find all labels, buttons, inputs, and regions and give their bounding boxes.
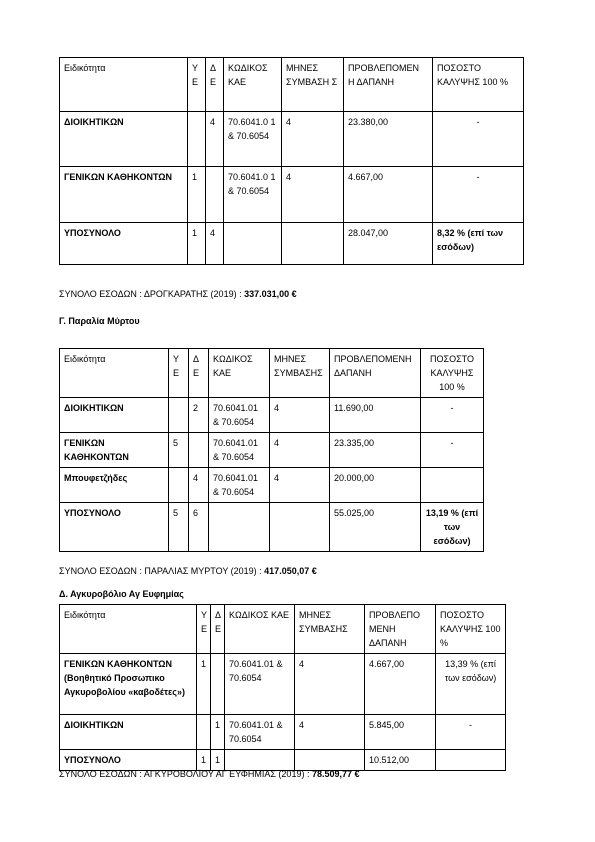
- header-months: ΜΗΝΕΣ ΣΥΜΒΑΣΗΣ: [295, 605, 365, 654]
- cell-expense: 20.000,00: [330, 468, 421, 503]
- section-heading-agia-efimia: Δ. Αγκυροβόλιο Αγ Ευφημίας: [59, 589, 184, 599]
- cell-specialty: ΔΙΟΙΚΗΤΙΚΩΝ: [60, 715, 197, 750]
- cell-ye: [169, 468, 189, 503]
- cell-coverage: -: [433, 167, 524, 223]
- table-header-row: [60, 349, 484, 398]
- table-row: [60, 398, 484, 433]
- cell-expense: 28.047,00: [344, 223, 433, 265]
- staffing-table-agia-efimia: [59, 604, 506, 771]
- cell-months: 4: [270, 468, 330, 503]
- cell-specialty: ΓΕΝΙΚΩΝ ΚΑΘΗΚΟΝΤΩΝ (Βοηθητικό Προσωπικο Αγκυροβολίου «καβοδέτες»): [60, 654, 197, 715]
- header-months: ΜΗΝΕΣ ΣΥΜΒΑΣΗΣ: [270, 349, 330, 398]
- cell-kae: 70.6041.0 1 & 70.6054: [224, 167, 282, 223]
- table-row: [60, 433, 484, 468]
- subtotal-row: [60, 503, 484, 552]
- total-label: ΣΥΝΟΛΟ ΕΣΟΔΩΝ : ΔΡΟΓΚΑΡΑΤΗΣ (2019) :: [59, 289, 245, 299]
- cell-expense: 4.667,00: [365, 654, 436, 715]
- cell-kae: 70.6041.0 1 & 70.6054: [224, 112, 282, 167]
- total-amount: 417.050,07 €: [264, 566, 317, 576]
- table-row: [60, 112, 524, 167]
- cell-ye: 1: [188, 223, 206, 265]
- total-revenue-drogkarati: [59, 289, 297, 299]
- cell-specialty: ΥΠΟΣΥΝΟΛΟ: [60, 503, 169, 552]
- cell-kae: 70.6041.01 & 70.6054: [209, 398, 270, 433]
- cell-ye: 1: [197, 654, 211, 715]
- cell-coverage: [436, 750, 506, 771]
- header-coverage: ΠΟΣΟΣΤΟ ΚΑΛΥΨΗΣ 100 %: [433, 58, 524, 112]
- cell-ye: 5: [169, 433, 189, 468]
- subtotal-row: [60, 750, 506, 771]
- cell-kae: [224, 223, 282, 265]
- cell-expense: 5.845,00: [365, 715, 436, 750]
- cell-de: 4: [206, 223, 224, 265]
- cell-de: [211, 654, 225, 715]
- staffing-table-drogkarati: [59, 57, 524, 265]
- cell-expense: 23.335,00: [330, 433, 421, 468]
- cell-kae: 70.6041.01 & 70.6054: [225, 715, 295, 750]
- total-amount: 337.031,00 €: [244, 289, 297, 299]
- total-amount: 78.509,77 €: [311, 769, 360, 779]
- header-expense: ΠΡΟΒΛΕΠΟ ΜΕΝΗ ΔΑΠΑΝΗ: [365, 605, 436, 654]
- table-row: [60, 715, 506, 750]
- header-kae: ΚΩΔΙΚΟΣ ΚΑΕ: [209, 349, 270, 398]
- cell-de: 4: [206, 112, 224, 167]
- table-header-row: [60, 605, 506, 654]
- cell-ye: 1: [188, 167, 206, 223]
- header-de: ΔΕ: [189, 349, 209, 398]
- cell-months: 4: [295, 654, 365, 715]
- cell-de: [206, 167, 224, 223]
- cell-months: [282, 223, 344, 265]
- header-de: Δ Ε: [211, 605, 225, 654]
- header-months: ΜΗΝΕΣ ΣΥΜΒΑΣΗ Σ: [282, 58, 344, 112]
- total-label: ΣΥΝΟΛΟ ΕΣΟΔΩΝ : ΠΑΡΑΛΙΑΣ ΜΥΡΤΟΥ (2019) :: [59, 566, 265, 576]
- total-revenue-agia-efimia: [59, 769, 360, 779]
- table-row: [60, 167, 524, 223]
- cell-ye: 1: [197, 750, 211, 771]
- cell-expense: 55.025,00: [330, 503, 421, 552]
- cell-ye: [188, 112, 206, 167]
- header-expense: ΠΡΟΒΛΕΠΟΜΕΝΗ ΔΑΠΑΝΗ: [330, 349, 421, 398]
- header-kae: ΚΩΔΙΚΟΣ ΚΑΕ: [224, 58, 282, 112]
- cell-kae: 70.6041.01 & 70.6054: [209, 433, 270, 468]
- cell-months: 4: [282, 112, 344, 167]
- header-specialty: Ειδικότητα: [60, 349, 169, 398]
- cell-coverage: 13,39 % (επί των εσόδων): [436, 654, 506, 715]
- cell-kae: [209, 503, 270, 552]
- cell-months: 4: [295, 715, 365, 750]
- cell-expense: 23.380,00: [344, 112, 433, 167]
- cell-expense: 11.690,00: [330, 398, 421, 433]
- cell-de: 2: [189, 398, 209, 433]
- total-revenue-myrtos: [59, 566, 317, 576]
- cell-ye: 5: [169, 503, 189, 552]
- cell-kae: [225, 750, 295, 771]
- cell-expense: 10.512,00: [365, 750, 436, 771]
- cell-de: 4: [189, 468, 209, 503]
- header-ye: Υ Ε: [188, 58, 206, 112]
- header-coverage: ΠΟΣΟΣΤΟ ΚΑΛΥΨΗΣ 100 %: [421, 349, 484, 398]
- cell-specialty: ΥΠΟΣΥΝΟΛΟ: [60, 223, 188, 265]
- staffing-table-myrtos: [59, 348, 484, 552]
- total-label: ΣΥΝΟΛΟ ΕΣΟΔΩΝ : ΑΓΚΥΡΟΒΟΛΙΟΥ ΑΓ ΕΥΦΗΜΙΑΣ (2019) :: [59, 769, 312, 779]
- cell-expense: 4.667,00: [344, 167, 433, 223]
- cell-de: 6: [189, 503, 209, 552]
- table-row: [60, 654, 506, 715]
- table-row: [60, 468, 484, 503]
- table-header-row: [60, 58, 524, 112]
- cell-months: 4: [270, 398, 330, 433]
- cell-coverage: -: [433, 112, 524, 167]
- header-specialty: Ειδικότητα: [60, 605, 197, 654]
- cell-specialty: ΓΕΝΙΚΩΝ ΚΑΘΗΚΟΝΤΩΝ: [60, 433, 169, 468]
- cell-ye: [197, 715, 211, 750]
- cell-kae: 70.6041.01 & 70.6054: [225, 654, 295, 715]
- cell-de: 1: [211, 750, 225, 771]
- subtotal-row: [60, 223, 524, 265]
- cell-coverage: 8,32 % (επί των εσόδων): [433, 223, 524, 265]
- header-coverage: ΠΟΣΟΣΤΟ ΚΑΛΥΨΗΣ 100 %: [436, 605, 506, 654]
- cell-months: [270, 503, 330, 552]
- cell-coverage: [421, 468, 484, 503]
- cell-specialty: Μπουφετζήδες: [60, 468, 169, 503]
- header-ye: ΥΕ: [169, 349, 189, 398]
- cell-months: 4: [282, 167, 344, 223]
- cell-months: 4: [270, 433, 330, 468]
- cell-de: 1: [211, 715, 225, 750]
- cell-months: [295, 750, 365, 771]
- cell-coverage: -: [421, 398, 484, 433]
- section-heading-myrtos: Γ. Παραλία Μύρτου: [59, 316, 140, 326]
- cell-specialty: ΥΠΟΣΥΝΟΛΟ: [60, 750, 197, 771]
- header-ye: Υ Ε: [197, 605, 211, 654]
- cell-coverage: 13,19 % (επί των εσόδων): [421, 503, 484, 552]
- cell-specialty: ΔΙΟΙΚΗΤΙΚΩΝ: [60, 398, 169, 433]
- cell-coverage: -: [436, 715, 506, 750]
- header-specialty: Ειδικότητα: [60, 58, 188, 112]
- header-de: Δ Ε: [206, 58, 224, 112]
- cell-ye: [169, 398, 189, 433]
- header-kae: ΚΩΔΙΚΟΣ ΚΑΕ: [225, 605, 295, 654]
- cell-coverage: -: [421, 433, 484, 468]
- cell-de: [189, 433, 209, 468]
- cell-kae: 70.6041.01 & 70.6054: [209, 468, 270, 503]
- cell-specialty: ΔΙΟΙΚΗΤΙΚΩΝ: [60, 112, 188, 167]
- cell-specialty: ΓΕΝΙΚΩΝ ΚΑΘΗΚΟΝΤΩΝ: [60, 167, 188, 223]
- header-expense: ΠΡΟΒΛΕΠΟΜΕΝ Η ΔΑΠΑΝΗ: [344, 58, 433, 112]
